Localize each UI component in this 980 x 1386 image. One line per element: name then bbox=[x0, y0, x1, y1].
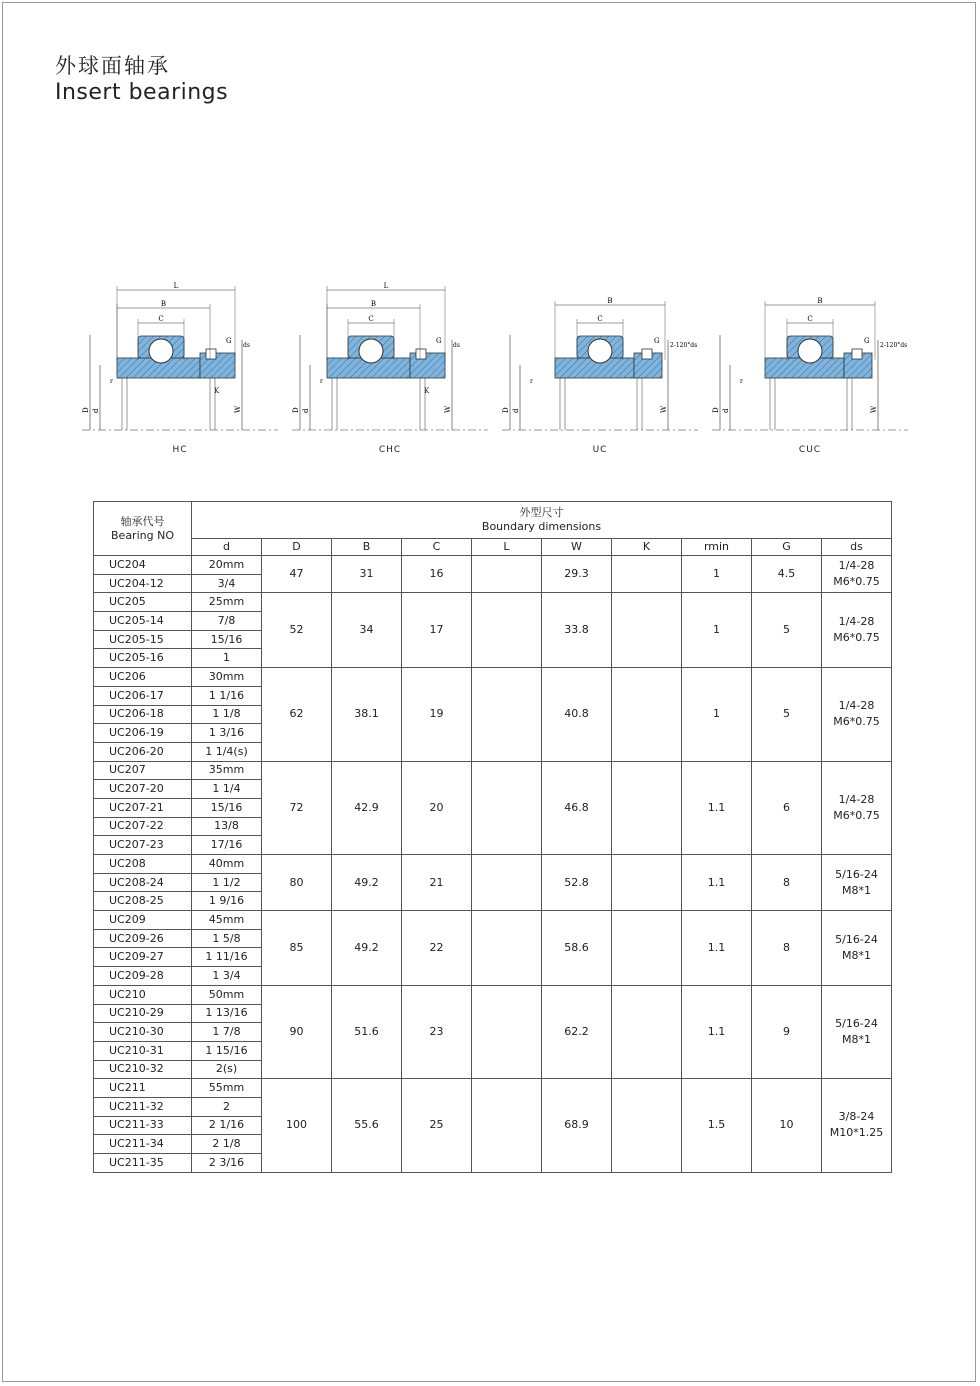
dimension-label: G bbox=[654, 337, 660, 345]
ds-thread-inch: 5/16-24 bbox=[835, 1017, 878, 1031]
bearing-no-cell: UC211 bbox=[94, 1079, 192, 1098]
bearing-no-cell: UC205 bbox=[94, 593, 192, 612]
dim-w-cell: 68.9 bbox=[542, 1079, 612, 1172]
ds-thread-inch: 5/16-24 bbox=[835, 932, 878, 946]
dim-g-cell: 6 bbox=[752, 761, 822, 854]
ds-thread-metric: M6*0.75 bbox=[833, 808, 880, 822]
bearing-no-cell: UC207-21 bbox=[94, 798, 192, 817]
dim-g-cell: 8 bbox=[752, 855, 822, 911]
dimension-label: L bbox=[173, 282, 179, 290]
bearing-no-cell: UC211-34 bbox=[94, 1135, 192, 1154]
ds-thread-metric: M6*0.75 bbox=[833, 631, 880, 645]
dimension-label: W bbox=[234, 405, 242, 413]
table-row bbox=[94, 1079, 892, 1098]
dim-ds-cell bbox=[822, 668, 892, 761]
dim-ds-cell bbox=[822, 593, 892, 668]
bearing-no-cell: UC209-27 bbox=[94, 948, 192, 967]
dim-ds-cell bbox=[822, 911, 892, 986]
column-header-C: C bbox=[402, 539, 472, 556]
dimension-label: G bbox=[226, 337, 232, 345]
column-header-K: K bbox=[612, 539, 682, 556]
bore-d-cell: 2(s) bbox=[192, 1060, 262, 1079]
boundary-dimensions-table bbox=[93, 501, 892, 1173]
bore-d-cell: 1 1/4(s) bbox=[192, 742, 262, 761]
bearing-no-cell: UC210-30 bbox=[94, 1023, 192, 1042]
bore-d-cell: 2 1/8 bbox=[192, 1135, 262, 1154]
table-row bbox=[94, 911, 892, 930]
dimension-label: C bbox=[158, 315, 164, 323]
bore-d-cell: 1 13/16 bbox=[192, 1004, 262, 1023]
dim-l-cell bbox=[472, 911, 542, 986]
dimension-label: B bbox=[370, 300, 377, 308]
bearing-no-cell: UC211-35 bbox=[94, 1154, 192, 1173]
dimension-label: C bbox=[597, 315, 603, 323]
diagram-label: UC bbox=[592, 445, 608, 455]
bore-d-cell: 3/4 bbox=[192, 574, 262, 593]
bearing-no-cell: UC210-31 bbox=[94, 1041, 192, 1060]
dim-c-cell: 17 bbox=[402, 593, 472, 668]
ds-thread-inch: 1/4-28 bbox=[838, 699, 875, 713]
dim-d-cell: 47 bbox=[262, 556, 332, 593]
dimension-label: D bbox=[292, 407, 300, 413]
dim-rmin-cell: 1 bbox=[682, 668, 752, 761]
bearing-no-cell: UC205-16 bbox=[94, 649, 192, 668]
ds-thread-metric: M6*0.75 bbox=[833, 715, 880, 729]
bearing-no-cell: UC209-26 bbox=[94, 929, 192, 948]
dimension-label: r bbox=[320, 378, 323, 385]
ds-thread-inch: 3/8-24 bbox=[838, 1110, 875, 1124]
ds-thread-inch: 5/16-24 bbox=[835, 867, 878, 881]
dim-rmin-cell: 1 bbox=[682, 556, 752, 593]
bearing-no-cell: UC207-23 bbox=[94, 836, 192, 855]
ds-thread-metric: M6*0.75 bbox=[833, 575, 880, 589]
dim-d-cell: 100 bbox=[262, 1079, 332, 1172]
dim-d-cell: 80 bbox=[262, 855, 332, 911]
ds-thread-metric: M8*1 bbox=[842, 948, 871, 962]
dimension-label: r bbox=[740, 378, 743, 385]
dim-k-cell bbox=[612, 761, 682, 854]
bore-d-cell: 1 11/16 bbox=[192, 948, 262, 967]
bearing-no-cell: UC205-15 bbox=[94, 630, 192, 649]
table-row bbox=[94, 761, 892, 780]
dimension-label: W bbox=[444, 405, 452, 413]
ball-icon bbox=[588, 339, 612, 363]
bearing-diagrams bbox=[80, 275, 910, 465]
bore-d-cell: 1 3/16 bbox=[192, 724, 262, 743]
column-header-d: d bbox=[192, 539, 262, 556]
dimension-label: r bbox=[110, 378, 113, 385]
dim-ds-cell bbox=[822, 556, 892, 593]
dim-g-cell: 5 bbox=[752, 593, 822, 668]
dim-c-cell: 25 bbox=[402, 1079, 472, 1172]
dim-l-cell bbox=[472, 761, 542, 854]
dim-rmin-cell: 1.1 bbox=[682, 855, 752, 911]
bore-d-cell: 50mm bbox=[192, 985, 262, 1004]
diagram-label: HC bbox=[172, 445, 188, 455]
dimension-label: W bbox=[660, 405, 668, 413]
ds-thread-inch: 1/4-28 bbox=[838, 792, 875, 806]
dim-rmin-cell: 1 bbox=[682, 593, 752, 668]
bearing-no-cell: UC207 bbox=[94, 761, 192, 780]
ds-thread-metric: M8*1 bbox=[842, 1033, 871, 1047]
dimension-label: G bbox=[864, 337, 870, 345]
dimension-label: B bbox=[607, 297, 613, 305]
bearing-no-cell: UC208-24 bbox=[94, 873, 192, 892]
ball-icon bbox=[798, 339, 822, 363]
dim-w-cell: 29.3 bbox=[542, 556, 612, 593]
dim-b-cell: 38.1 bbox=[332, 668, 402, 761]
dimension-label: ds bbox=[453, 342, 460, 349]
dimension-label: 2-120°ds bbox=[670, 342, 698, 349]
bearing-no-cell: UC206-18 bbox=[94, 705, 192, 724]
bearing-cross-section bbox=[500, 275, 700, 440]
bore-d-cell: 1 1/2 bbox=[192, 873, 262, 892]
bearing-no-header-en: Bearing NO bbox=[111, 528, 174, 542]
column-header-L: L bbox=[472, 539, 542, 556]
diagram-uc bbox=[500, 275, 700, 465]
bearing-no-cell: UC208-25 bbox=[94, 892, 192, 911]
bearing-no-cell: UC209-28 bbox=[94, 967, 192, 986]
bearing-no-cell: UC206-19 bbox=[94, 724, 192, 743]
dim-d-cell: 72 bbox=[262, 761, 332, 854]
dim-c-cell: 23 bbox=[402, 985, 472, 1078]
bearing-no-cell: UC207-22 bbox=[94, 817, 192, 836]
dimension-label: D bbox=[502, 407, 510, 413]
dimension-label: D bbox=[82, 407, 90, 413]
dim-w-cell: 40.8 bbox=[542, 668, 612, 761]
dim-l-cell bbox=[472, 593, 542, 668]
bore-d-cell: 1 15/16 bbox=[192, 1041, 262, 1060]
dim-w-cell: 58.6 bbox=[542, 911, 612, 986]
dimension-label: K bbox=[214, 387, 220, 395]
bearing-no-cell: UC209 bbox=[94, 911, 192, 930]
bore-d-cell: 1 bbox=[192, 649, 262, 668]
dim-rmin-cell: 1.1 bbox=[682, 761, 752, 854]
dim-b-cell: 51.6 bbox=[332, 985, 402, 1078]
bore-d-cell: 15/16 bbox=[192, 798, 262, 817]
bore-d-cell: 2 3/16 bbox=[192, 1154, 262, 1173]
bore-d-cell: 15/16 bbox=[192, 630, 262, 649]
dimension-label: B bbox=[817, 297, 823, 305]
diagram-chc bbox=[290, 275, 490, 465]
bearing-no-cell: UC210 bbox=[94, 985, 192, 1004]
bearing-cross-section bbox=[290, 275, 490, 440]
dim-g-cell: 4.5 bbox=[752, 556, 822, 593]
boundary-header-cn: 外型尺寸 bbox=[519, 506, 564, 519]
dim-ds-cell bbox=[822, 1079, 892, 1172]
dim-k-cell bbox=[612, 855, 682, 911]
ds-thread-inch: 1/4-28 bbox=[838, 615, 875, 629]
column-header-D: D bbox=[262, 539, 332, 556]
dim-l-cell bbox=[472, 1079, 542, 1172]
bearing-no-cell: UC205-14 bbox=[94, 612, 192, 631]
bearing-no-cell: UC204-12 bbox=[94, 574, 192, 593]
dim-ds-cell bbox=[822, 985, 892, 1078]
dim-d-cell: 85 bbox=[262, 911, 332, 986]
page-title-en: Insert bearings bbox=[55, 80, 229, 105]
table-row bbox=[94, 556, 892, 575]
dimension-label: B bbox=[160, 300, 167, 308]
table-row bbox=[94, 593, 892, 612]
dimension-label: K bbox=[424, 387, 430, 395]
dimension-label: 2-120°ds bbox=[880, 342, 908, 349]
dim-d-cell: 62 bbox=[262, 668, 332, 761]
bearing-no-header bbox=[94, 502, 192, 556]
boundary-header-en: Boundary dimensions bbox=[481, 520, 602, 533]
bore-d-cell: 40mm bbox=[192, 855, 262, 874]
dim-ds-cell bbox=[822, 855, 892, 911]
dimension-label: d bbox=[92, 408, 100, 413]
bore-d-cell: 30mm bbox=[192, 668, 262, 687]
column-header-ds: ds bbox=[822, 539, 892, 556]
bore-d-cell: 1 1/8 bbox=[192, 705, 262, 724]
dimension-label: L bbox=[383, 282, 389, 290]
dim-b-cell: 34 bbox=[332, 593, 402, 668]
dim-l-cell bbox=[472, 855, 542, 911]
bore-d-cell: 1 9/16 bbox=[192, 892, 262, 911]
dimension-label: ds bbox=[243, 342, 250, 349]
dim-b-cell: 31 bbox=[332, 556, 402, 593]
table-row bbox=[94, 668, 892, 687]
bore-d-cell: 45mm bbox=[192, 911, 262, 930]
bearing-no-cell: UC210-29 bbox=[94, 1004, 192, 1023]
dim-k-cell bbox=[612, 668, 682, 761]
bearing-no-cell: UC210-32 bbox=[94, 1060, 192, 1079]
ds-thread-inch: 1/4-28 bbox=[838, 559, 875, 573]
column-header-W: W bbox=[542, 539, 612, 556]
dim-rmin-cell: 1.1 bbox=[682, 985, 752, 1078]
dim-rmin-cell: 1.5 bbox=[682, 1079, 752, 1172]
boundary-dimensions-header bbox=[192, 502, 892, 539]
dimension-label: d bbox=[512, 408, 520, 413]
bore-d-cell: 7/8 bbox=[192, 612, 262, 631]
table-row bbox=[94, 985, 892, 1004]
ds-thread-metric: M8*1 bbox=[842, 883, 871, 897]
dim-g-cell: 9 bbox=[752, 985, 822, 1078]
bearing-no-cell: UC208 bbox=[94, 855, 192, 874]
dim-c-cell: 16 bbox=[402, 556, 472, 593]
bore-d-cell: 13/8 bbox=[192, 817, 262, 836]
column-header-G: G bbox=[752, 539, 822, 556]
dim-g-cell: 5 bbox=[752, 668, 822, 761]
bore-d-cell: 1 1/4 bbox=[192, 780, 262, 799]
dim-k-cell bbox=[612, 985, 682, 1078]
dim-c-cell: 19 bbox=[402, 668, 472, 761]
bearing-cross-section bbox=[710, 275, 910, 440]
dim-b-cell: 42.9 bbox=[332, 761, 402, 854]
bore-d-cell: 1 5/8 bbox=[192, 929, 262, 948]
dim-w-cell: 62.2 bbox=[542, 985, 612, 1078]
dimension-label: D bbox=[712, 407, 720, 413]
bearing-no-cell: UC206-17 bbox=[94, 686, 192, 705]
dimension-label: d bbox=[302, 408, 310, 413]
page-title-cn: 外球面轴承 bbox=[55, 54, 170, 78]
dim-b-cell: 49.2 bbox=[332, 911, 402, 986]
dim-l-cell bbox=[472, 668, 542, 761]
ball-icon bbox=[149, 339, 173, 363]
diagram-hc bbox=[80, 275, 280, 465]
dim-w-cell: 46.8 bbox=[542, 761, 612, 854]
ds-thread-metric: M10*1.25 bbox=[829, 1126, 884, 1140]
bearing-no-cell: UC207-20 bbox=[94, 780, 192, 799]
dim-w-cell: 33.8 bbox=[542, 593, 612, 668]
bore-d-cell: 25mm bbox=[192, 593, 262, 612]
ball-icon bbox=[359, 339, 383, 363]
dim-k-cell bbox=[612, 911, 682, 986]
dim-g-cell: 8 bbox=[752, 911, 822, 986]
dimension-label: G bbox=[436, 337, 442, 345]
bore-d-cell: 20mm bbox=[192, 556, 262, 575]
dim-rmin-cell: 1.1 bbox=[682, 911, 752, 986]
bore-d-cell: 17/16 bbox=[192, 836, 262, 855]
dimension-label: d bbox=[722, 408, 730, 413]
dim-l-cell bbox=[472, 985, 542, 1078]
bore-d-cell: 1 1/16 bbox=[192, 686, 262, 705]
dim-k-cell bbox=[612, 556, 682, 593]
dim-d-cell: 90 bbox=[262, 985, 332, 1078]
dim-w-cell: 52.8 bbox=[542, 855, 612, 911]
bearing-no-cell: UC204 bbox=[94, 556, 192, 575]
dim-c-cell: 22 bbox=[402, 911, 472, 986]
bearing-no-cell: UC211-33 bbox=[94, 1116, 192, 1135]
bore-d-cell: 1 7/8 bbox=[192, 1023, 262, 1042]
bore-d-cell: 2 bbox=[192, 1097, 262, 1116]
bore-d-cell: 55mm bbox=[192, 1079, 262, 1098]
dim-g-cell: 10 bbox=[752, 1079, 822, 1172]
dimension-label: C bbox=[368, 315, 374, 323]
dim-b-cell: 55.6 bbox=[332, 1079, 402, 1172]
bearing-cross-section bbox=[80, 275, 280, 440]
dim-k-cell bbox=[612, 593, 682, 668]
dim-l-cell bbox=[472, 556, 542, 593]
bore-d-cell: 2 1/16 bbox=[192, 1116, 262, 1135]
bearing-no-cell: UC211-32 bbox=[94, 1097, 192, 1116]
dim-b-cell: 49.2 bbox=[332, 855, 402, 911]
bearing-no-cell: UC206 bbox=[94, 668, 192, 687]
dimension-label: C bbox=[807, 315, 813, 323]
dim-c-cell: 21 bbox=[402, 855, 472, 911]
dim-ds-cell bbox=[822, 761, 892, 854]
bearing-no-cell: UC206-20 bbox=[94, 742, 192, 761]
diagram-cuc bbox=[710, 275, 910, 465]
bearing-no-header-cn: 轴承代号 bbox=[120, 514, 165, 528]
diagram-label: CHC bbox=[378, 445, 402, 455]
bore-d-cell: 1 3/4 bbox=[192, 967, 262, 986]
dim-d-cell: 52 bbox=[262, 593, 332, 668]
dim-k-cell bbox=[612, 1079, 682, 1172]
dimension-label: r bbox=[530, 378, 533, 385]
column-header-B: B bbox=[332, 539, 402, 556]
table-row bbox=[94, 855, 892, 874]
dimension-label: W bbox=[870, 405, 878, 413]
bore-d-cell: 35mm bbox=[192, 761, 262, 780]
column-header-rmin: rmin bbox=[682, 539, 752, 556]
dim-c-cell: 20 bbox=[402, 761, 472, 854]
diagram-label: CUC bbox=[798, 445, 822, 455]
